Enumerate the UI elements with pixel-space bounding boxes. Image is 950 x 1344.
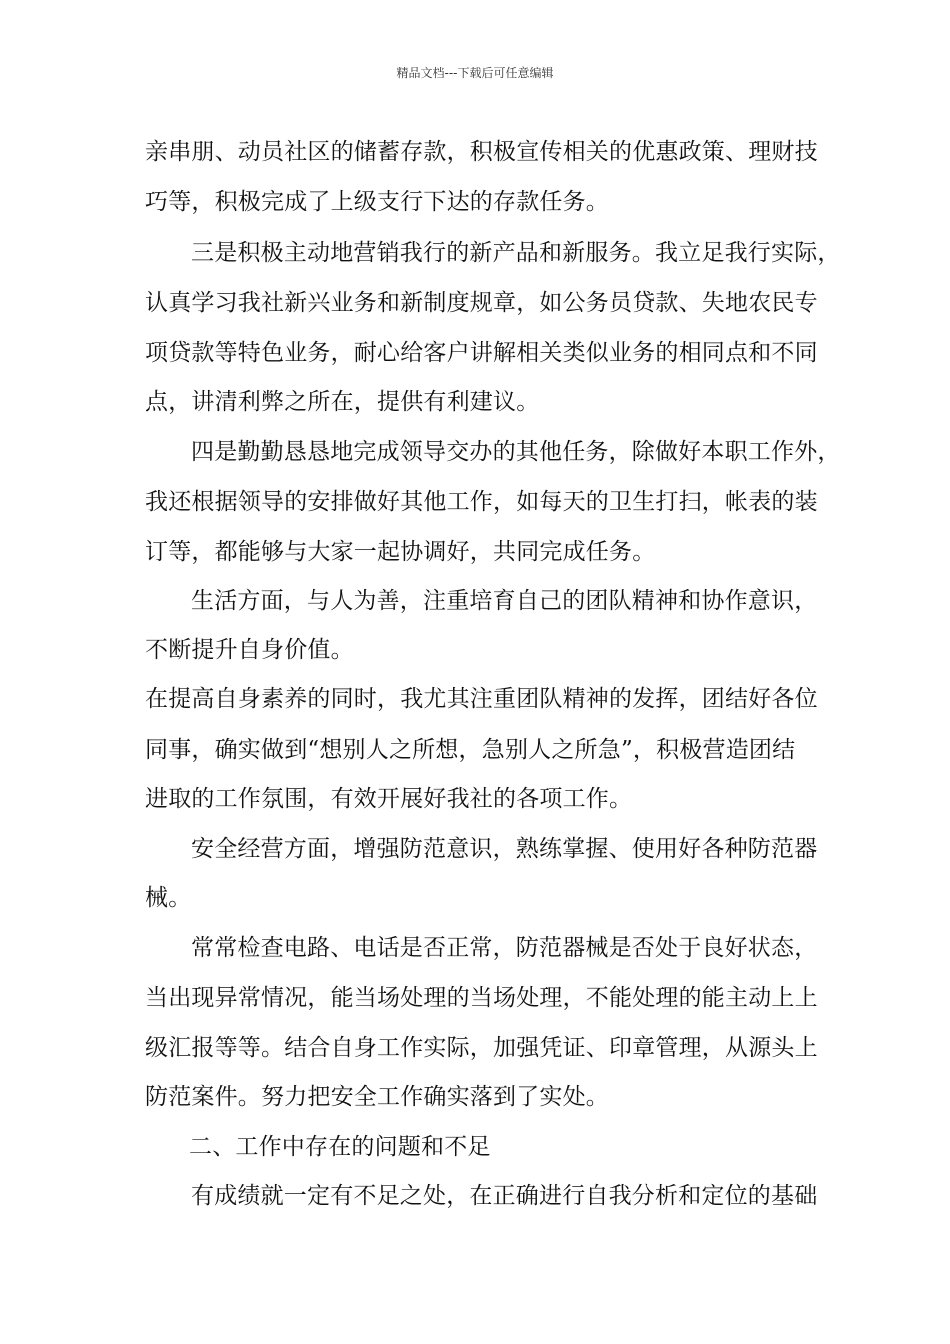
text-line: 防范案件。努力把安全工作确实落到了实处。 [145, 1084, 609, 1110]
text-line: 有成绩就一定有不足之处，在正确进行自我分析和定位的基础 [191, 1183, 818, 1209]
text-line: 亲串朋、动员社区的储蓄存款，积极宣传相关的优惠政策、理财技 [145, 139, 818, 165]
text-line: 点，讲清利弊之所在，提供有利建议。 [145, 389, 540, 415]
text-line: 三是积极主动地营销我行的新产品和新服务。我立足我行实际， [191, 240, 841, 266]
text-line: 同事，确实做到“想别人之所想，急别人之所急”，积极营造团结 [145, 737, 796, 763]
section-heading: 二、工作中存在的问题和不足 [189, 1134, 491, 1160]
text-line: 不断提升自身价值。 [145, 637, 354, 663]
text-line: 生活方面，与人为善，注重培育自己的团队精神和协作意识， [191, 588, 818, 614]
text-line: 四是勤勤恳恳地完成领导交办的其他任务，除做好本职工作外， [191, 439, 841, 465]
text-line: 巧等，积极完成了上级支行下达的存款任务。 [145, 189, 609, 215]
text-line: 级汇报等等。结合自身工作实际，加强凭证、印章管理，从源头上 [145, 1035, 818, 1061]
text-line: 订等，都能够与大家一起协调好，共同完成任务。 [145, 539, 656, 565]
text-line: 械。 [145, 885, 192, 911]
text-line: 认真学习我社新兴业务和新制度规章，如公务员贷款、失地农民专 [145, 290, 818, 316]
text-line: 当出现异常情况，能当场处理的当场处理，不能处理的能主动上上 [145, 985, 818, 1011]
text-line: 进取的工作氛围，有效开展好我社的各项工作。 [145, 786, 633, 812]
text-line: 在提高自身素养的同时，我尤其注重团队精神的发挥，团结好各位 [145, 686, 818, 712]
text-line: 项贷款等特色业务，耐心给客户讲解相关类似业务的相同点和不同 [145, 340, 818, 366]
text-line: 我还根据领导的安排做好其他工作，如每天的卫生打扫，帐表的装 [145, 489, 818, 515]
text-line: 常常检查电路、电话是否正常，防范器械是否处于良好状态， [191, 935, 818, 961]
page-header: 精品文档---下载后可任意编辑 [396, 66, 554, 80]
text-line: 安全经营方面，增强防范意识，熟练掌握、使用好各种防范器 [191, 836, 818, 862]
